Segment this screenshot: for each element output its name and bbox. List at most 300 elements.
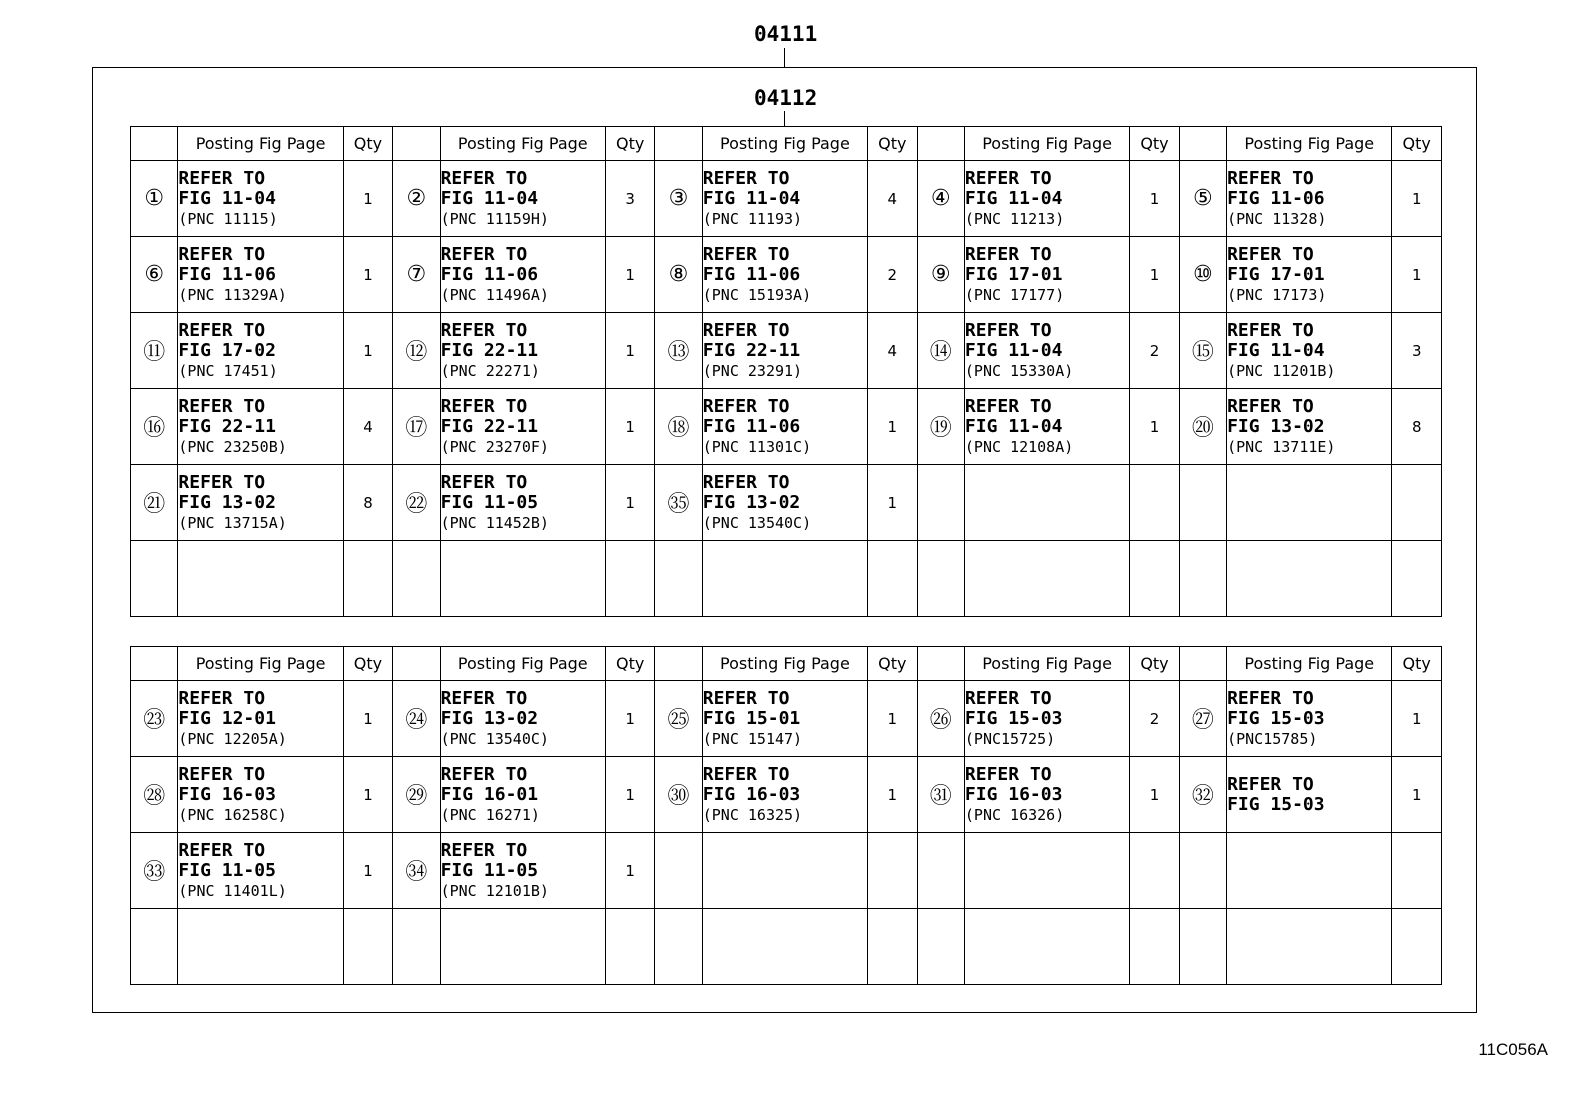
fig-reference: FIG 15-01: [702, 707, 801, 729]
quantity-cell: 2: [1130, 681, 1179, 757]
quantity-cell: [1130, 833, 1179, 909]
pnc-code: (PNC 13540C): [440, 729, 549, 748]
quantity-cell: 1: [343, 237, 392, 313]
quantity-cell: 2: [868, 237, 917, 313]
reference-cell: [1227, 833, 1392, 909]
header-blank-cell: [1179, 127, 1226, 161]
quantity-cell: 1: [868, 757, 917, 833]
callout-number: [917, 465, 964, 541]
quantity-cell: 1: [605, 389, 654, 465]
pnc-code: (PNC 11401L): [178, 881, 287, 900]
callout-number: ⑤: [1179, 161, 1226, 237]
callout-number: ⑰: [393, 389, 440, 465]
callout-number: [655, 909, 702, 985]
quantity-cell: 4: [868, 161, 917, 237]
fig-reference: FIG 17-01: [1227, 263, 1325, 285]
quantity-cell: [343, 541, 392, 617]
header-qty: Qty: [868, 127, 917, 161]
refer-to-text: REFER TO: [1227, 167, 1314, 189]
callout-number: ⑨: [917, 237, 964, 313]
callout-number: ⑫: [393, 313, 440, 389]
reference-cell: [440, 833, 605, 909]
refer-to-text: REFER TO: [178, 243, 266, 265]
pnc-code: (PNC 17177): [964, 285, 1065, 304]
header-posting-fig-page: Posting Fig Page: [964, 647, 1129, 681]
quantity-cell: [1392, 465, 1442, 541]
reference-cell: [440, 465, 605, 541]
header-qty: Qty: [343, 127, 392, 161]
fig-reference: FIG 15-03: [1227, 707, 1325, 729]
refer-to-text: REFER TO: [964, 763, 1052, 785]
fig-reference: FIG 13-02: [178, 491, 276, 513]
refer-to-text: REFER TO: [440, 167, 528, 189]
quantity-cell: 8: [1392, 389, 1442, 465]
reference-cell: [964, 757, 1129, 833]
refer-to-text: REFER TO: [1227, 687, 1314, 709]
fig-reference: FIG 11-04: [964, 415, 1063, 437]
callout-number: [131, 541, 178, 617]
quantity-cell: [605, 541, 654, 617]
callout-number: [917, 541, 964, 617]
fig-reference: FIG 17-02: [178, 339, 276, 361]
reference-cell: [1227, 541, 1392, 617]
callout-number: ⑥: [131, 237, 178, 313]
header-qty: Qty: [1392, 647, 1442, 681]
callout-number: [917, 909, 964, 985]
refer-to-text: REFER TO: [1227, 319, 1314, 341]
pnc-code: (PNC 11452B): [440, 513, 549, 532]
callout-number: ㉒: [393, 465, 440, 541]
refer-to-text: REFER TO: [178, 167, 266, 189]
fig-reference: FIG 13-02: [702, 491, 801, 513]
quantity-cell: 1: [605, 757, 654, 833]
reference-cell: [440, 313, 605, 389]
callout-number: ⑧: [655, 237, 702, 313]
pnc-code: (PNC 11193): [702, 209, 803, 228]
fig-reference: FIG 12-01: [178, 707, 276, 729]
header-qty: Qty: [343, 647, 392, 681]
reference-cell: [440, 541, 605, 617]
header-qty: Qty: [1130, 647, 1179, 681]
header-qty: Qty: [1130, 127, 1179, 161]
assembly-label-inner: 04112: [754, 86, 818, 110]
quantity-cell: 4: [868, 313, 917, 389]
fig-reference: FIG 22-11: [440, 339, 539, 361]
callout-number: ⑮: [1179, 313, 1226, 389]
refer-to-text: REFER TO: [702, 319, 790, 341]
reference-cell: [1227, 681, 1392, 757]
fig-reference: FIG 11-06: [178, 263, 276, 285]
fig-reference: FIG 15-03: [964, 707, 1063, 729]
fig-reference: FIG 11-04: [964, 339, 1063, 361]
callout-number: ㉚: [655, 757, 702, 833]
header-blank-cell: [917, 127, 964, 161]
quantity-cell: 1: [1130, 161, 1179, 237]
callout-number: [1179, 465, 1226, 541]
reference-cell: [702, 389, 867, 465]
refer-to-text: REFER TO: [964, 167, 1052, 189]
callout-number: [393, 541, 440, 617]
leader-line-inner: [784, 111, 785, 126]
fig-reference: FIG 22-11: [178, 415, 276, 437]
fig-reference: FIG 22-11: [440, 415, 539, 437]
reference-cell: [702, 237, 867, 313]
quantity-cell: 1: [1392, 681, 1442, 757]
pnc-code: (PNC 11213): [964, 209, 1065, 228]
refer-to-text: REFER TO: [702, 687, 790, 709]
refer-to-text: REFER TO: [178, 395, 266, 417]
fig-reference: FIG 11-06: [1227, 187, 1325, 209]
pnc-code: (PNC 12108A): [964, 437, 1074, 456]
reference-cell: [178, 909, 343, 985]
callout-number: ②: [393, 161, 440, 237]
pnc-code: (PNC 11115): [178, 209, 278, 228]
callout-number: ㉘: [131, 757, 178, 833]
pnc-code: (PNC 23291): [702, 361, 803, 380]
callout-number: ③: [655, 161, 702, 237]
quantity-cell: 1: [605, 237, 654, 313]
reference-cell: [178, 681, 343, 757]
header-blank-cell: [655, 647, 702, 681]
header-posting-fig-page: Posting Fig Page: [440, 127, 605, 161]
header-posting-fig-page: Posting Fig Page: [178, 647, 343, 681]
fig-reference: FIG 11-04: [440, 187, 539, 209]
reference-cell: [1227, 161, 1392, 237]
quantity-cell: [1130, 909, 1179, 985]
refer-to-text: REFER TO: [178, 839, 266, 861]
quantity-cell: 1: [868, 389, 917, 465]
table-header-row: [131, 127, 1442, 161]
reference-cell: [1227, 389, 1392, 465]
reference-cell: [964, 541, 1129, 617]
refer-to-text: REFER TO: [702, 763, 790, 785]
reference-cell: [964, 909, 1129, 985]
callout-number: ④: [917, 161, 964, 237]
reference-cell: [964, 833, 1129, 909]
quantity-cell: 1: [605, 833, 654, 909]
refer-to-text: REFER TO: [440, 471, 528, 493]
pnc-code: (PNC 23270F): [440, 437, 549, 456]
pnc-code: (PNC 16258C): [178, 805, 287, 824]
reference-cell: [702, 833, 867, 909]
callout-number: ⑯: [131, 389, 178, 465]
table-row: [131, 313, 1442, 389]
quantity-cell: 1: [343, 313, 392, 389]
reference-cell: [440, 161, 605, 237]
callout-number: ⑭: [917, 313, 964, 389]
callout-number: ㉞: [393, 833, 440, 909]
header-posting-fig-page: Posting Fig Page: [178, 127, 343, 161]
reference-cell: [1227, 909, 1392, 985]
table-row: [131, 833, 1442, 909]
reference-cell: [964, 237, 1129, 313]
header-posting-fig-page: Posting Fig Page: [702, 647, 867, 681]
header-posting-fig-page: Posting Fig Page: [964, 127, 1129, 161]
pnc-code: (PNC 13540C): [702, 513, 812, 532]
callout-number: ㉗: [1179, 681, 1226, 757]
pnc-code: (PNC 16271): [440, 805, 540, 824]
fig-reference: FIG 13-02: [1227, 415, 1325, 437]
reference-cell: [702, 465, 867, 541]
pnc-code: (PNC 11301C): [702, 437, 812, 456]
quantity-cell: 1: [343, 161, 392, 237]
refer-to-text: REFER TO: [178, 319, 266, 341]
callout-number: [1179, 909, 1226, 985]
quantity-cell: 1: [1392, 161, 1442, 237]
quantity-cell: [868, 833, 917, 909]
callout-number: ㉝: [131, 833, 178, 909]
refer-to-text: REFER TO: [702, 471, 790, 493]
table-row: [131, 161, 1442, 237]
pnc-code: (PNC15785): [1227, 729, 1318, 748]
pnc-code: (PNC 11159H): [440, 209, 549, 228]
pnc-code: (PNC 13715A): [178, 513, 287, 532]
refer-to-text: REFER TO: [702, 395, 790, 417]
reference-cell: [440, 237, 605, 313]
pnc-code: (PNC15725): [964, 729, 1056, 748]
reference-cell: [178, 757, 343, 833]
pnc-code: (PNC 12205A): [178, 729, 287, 748]
pnc-code: (PNC 11201B): [1227, 361, 1336, 380]
quantity-cell: 1: [343, 757, 392, 833]
reference-cell: [702, 161, 867, 237]
callout-number: ㉓: [131, 681, 178, 757]
callout-number: ㉙: [393, 757, 440, 833]
fig-reference: FIG 16-03: [702, 783, 801, 805]
reference-cell: [964, 313, 1129, 389]
refer-to-text: REFER TO: [440, 839, 528, 861]
callout-number: ⑩: [1179, 237, 1226, 313]
pnc-code: (PNC 15330A): [964, 361, 1074, 380]
header-blank-cell: [131, 127, 178, 161]
fig-reference: FIG 11-05: [178, 859, 276, 881]
quantity-cell: 8: [343, 465, 392, 541]
fig-reference: FIG 13-02: [440, 707, 539, 729]
pnc-code: (PNC 13711E): [1227, 437, 1336, 456]
refer-to-text: REFER TO: [1227, 243, 1314, 265]
refer-to-text: REFER TO: [1227, 773, 1314, 795]
leader-line-outer: [784, 48, 785, 67]
callout-number: ㉛: [917, 757, 964, 833]
reference-cell: [964, 161, 1129, 237]
table-row: [131, 465, 1442, 541]
table-row: [131, 389, 1442, 465]
fig-reference: FIG 11-05: [440, 859, 539, 881]
quantity-cell: 1: [1392, 237, 1442, 313]
header-blank-cell: [655, 127, 702, 161]
quantity-cell: 1: [343, 833, 392, 909]
header-qty: Qty: [868, 647, 917, 681]
quantity-cell: 3: [1392, 313, 1442, 389]
reference-cell: [178, 313, 343, 389]
refer-to-text: REFER TO: [178, 763, 266, 785]
callout-number: [1179, 833, 1226, 909]
reference-cell: [178, 833, 343, 909]
header-posting-fig-page: Posting Fig Page: [1227, 127, 1392, 161]
header-posting-fig-page: Posting Fig Page: [1227, 647, 1392, 681]
refer-to-text: REFER TO: [1227, 395, 1314, 417]
pnc-code: (PNC 17451): [178, 361, 278, 380]
callout-number: ①: [131, 161, 178, 237]
header-blank-cell: [131, 647, 178, 681]
callout-number: ⑱: [655, 389, 702, 465]
callout-number: [655, 541, 702, 617]
fig-reference: FIG 17-01: [964, 263, 1063, 285]
pnc-code: (PNC 16325): [702, 805, 803, 824]
parts-table-upper: [130, 126, 1442, 617]
quantity-cell: [868, 909, 917, 985]
callout-number: ㉜: [1179, 757, 1226, 833]
quantity-cell: 1: [868, 681, 917, 757]
callout-number: ㉟: [655, 465, 702, 541]
header-blank-cell: [917, 647, 964, 681]
quantity-cell: [605, 909, 654, 985]
reference-cell: [702, 909, 867, 985]
header-posting-fig-page: Posting Fig Page: [702, 127, 867, 161]
quantity-cell: [1130, 465, 1179, 541]
callout-number: ㉖: [917, 681, 964, 757]
reference-cell: [440, 681, 605, 757]
fig-reference: FIG 16-03: [964, 783, 1063, 805]
pnc-code: (PNC 11496A): [440, 285, 549, 304]
fig-reference: FIG 11-04: [964, 187, 1063, 209]
quantity-cell: 3: [605, 161, 654, 237]
callout-number: [393, 909, 440, 985]
reference-cell: [1227, 757, 1392, 833]
refer-to-text: REFER TO: [178, 687, 266, 709]
refer-to-text: REFER TO: [964, 243, 1052, 265]
quantity-cell: 1: [343, 681, 392, 757]
refer-to-text: REFER TO: [178, 471, 266, 493]
header-qty: Qty: [1392, 127, 1442, 161]
pnc-code: (PNC 23250B): [178, 437, 287, 456]
reference-cell: [702, 757, 867, 833]
refer-to-text: REFER TO: [964, 395, 1052, 417]
reference-cell: [178, 541, 343, 617]
quantity-cell: [343, 909, 392, 985]
pnc-code: (PNC 11328): [1227, 209, 1327, 228]
table-row: [131, 237, 1442, 313]
callout-number: [655, 833, 702, 909]
fig-reference: FIG 11-05: [440, 491, 539, 513]
quantity-cell: [868, 541, 917, 617]
quantity-cell: 1: [605, 681, 654, 757]
reference-cell: [178, 161, 343, 237]
header-blank-cell: [393, 127, 440, 161]
fig-reference: FIG 15-03: [1227, 793, 1325, 815]
quantity-cell: [1392, 909, 1442, 985]
table-row: [131, 909, 1442, 985]
reference-cell: [964, 389, 1129, 465]
callout-number: ㉔: [393, 681, 440, 757]
quantity-cell: 1: [1392, 757, 1442, 833]
parts-table-lower: [130, 646, 1442, 985]
reference-cell: [964, 465, 1129, 541]
header-blank-cell: [1179, 647, 1226, 681]
callout-number: ⑬: [655, 313, 702, 389]
pnc-code: (PNC 15147): [702, 729, 803, 748]
assembly-label-outer: 04111: [754, 22, 818, 46]
table-header-row: [131, 647, 1442, 681]
quantity-cell: 1: [868, 465, 917, 541]
header-posting-fig-page: Posting Fig Page: [440, 647, 605, 681]
callout-number: [1179, 541, 1226, 617]
pnc-code: (PNC 16326): [964, 805, 1065, 824]
fig-reference: FIG 11-06: [702, 415, 801, 437]
refer-to-text: REFER TO: [440, 243, 528, 265]
refer-to-text: REFER TO: [964, 319, 1052, 341]
quantity-cell: [1392, 833, 1442, 909]
callout-number: ⑪: [131, 313, 178, 389]
reference-cell: [1227, 313, 1392, 389]
fig-reference: FIG 16-01: [440, 783, 539, 805]
reference-cell: [440, 909, 605, 985]
quantity-cell: 2: [1130, 313, 1179, 389]
reference-cell: [1227, 465, 1392, 541]
quantity-cell: 1: [1130, 389, 1179, 465]
quantity-cell: 4: [343, 389, 392, 465]
quantity-cell: 1: [605, 465, 654, 541]
quantity-cell: 1: [1130, 237, 1179, 313]
reference-cell: [702, 541, 867, 617]
callout-number: ㉕: [655, 681, 702, 757]
refer-to-text: REFER TO: [702, 167, 790, 189]
pnc-code: (PNC 12101B): [440, 881, 549, 900]
callout-number: ⑲: [917, 389, 964, 465]
refer-to-text: REFER TO: [440, 763, 528, 785]
header-blank-cell: [393, 647, 440, 681]
callout-number: ⑦: [393, 237, 440, 313]
table-row: [131, 757, 1442, 833]
refer-to-text: REFER TO: [702, 243, 790, 265]
reference-cell: [702, 313, 867, 389]
refer-to-text: REFER TO: [440, 687, 528, 709]
reference-cell: [178, 465, 343, 541]
fig-reference: FIG 11-04: [702, 187, 801, 209]
quantity-cell: [1130, 541, 1179, 617]
quantity-cell: [1392, 541, 1442, 617]
callout-number: ㉑: [131, 465, 178, 541]
fig-reference: FIG 22-11: [702, 339, 801, 361]
reference-cell: [964, 681, 1129, 757]
reference-cell: [702, 681, 867, 757]
fig-reference: FIG 11-04: [1227, 339, 1325, 361]
table-row: [131, 681, 1442, 757]
callout-number: ⑳: [1179, 389, 1226, 465]
callout-number: [917, 833, 964, 909]
reference-cell: [440, 757, 605, 833]
callout-number: [131, 909, 178, 985]
reference-cell: [178, 237, 343, 313]
reference-cell: [178, 389, 343, 465]
reference-cell: [440, 389, 605, 465]
fig-reference: FIG 11-06: [702, 263, 801, 285]
reference-cell: [1227, 237, 1392, 313]
pnc-code: (PNC 17173): [1227, 285, 1327, 304]
refer-to-text: REFER TO: [964, 687, 1052, 709]
refer-to-text: REFER TO: [440, 319, 528, 341]
fig-reference: FIG 11-04: [178, 187, 276, 209]
header-qty: Qty: [605, 647, 654, 681]
refer-to-text: REFER TO: [440, 395, 528, 417]
pnc-code: (PNC 11329A): [178, 285, 287, 304]
quantity-cell: 1: [1130, 757, 1179, 833]
pnc-code: (PNC 22271): [440, 361, 540, 380]
fig-reference: FIG 16-03: [178, 783, 276, 805]
pnc-code: (PNC 15193A): [702, 285, 812, 304]
fig-reference: FIG 11-06: [440, 263, 539, 285]
header-qty: Qty: [605, 127, 654, 161]
